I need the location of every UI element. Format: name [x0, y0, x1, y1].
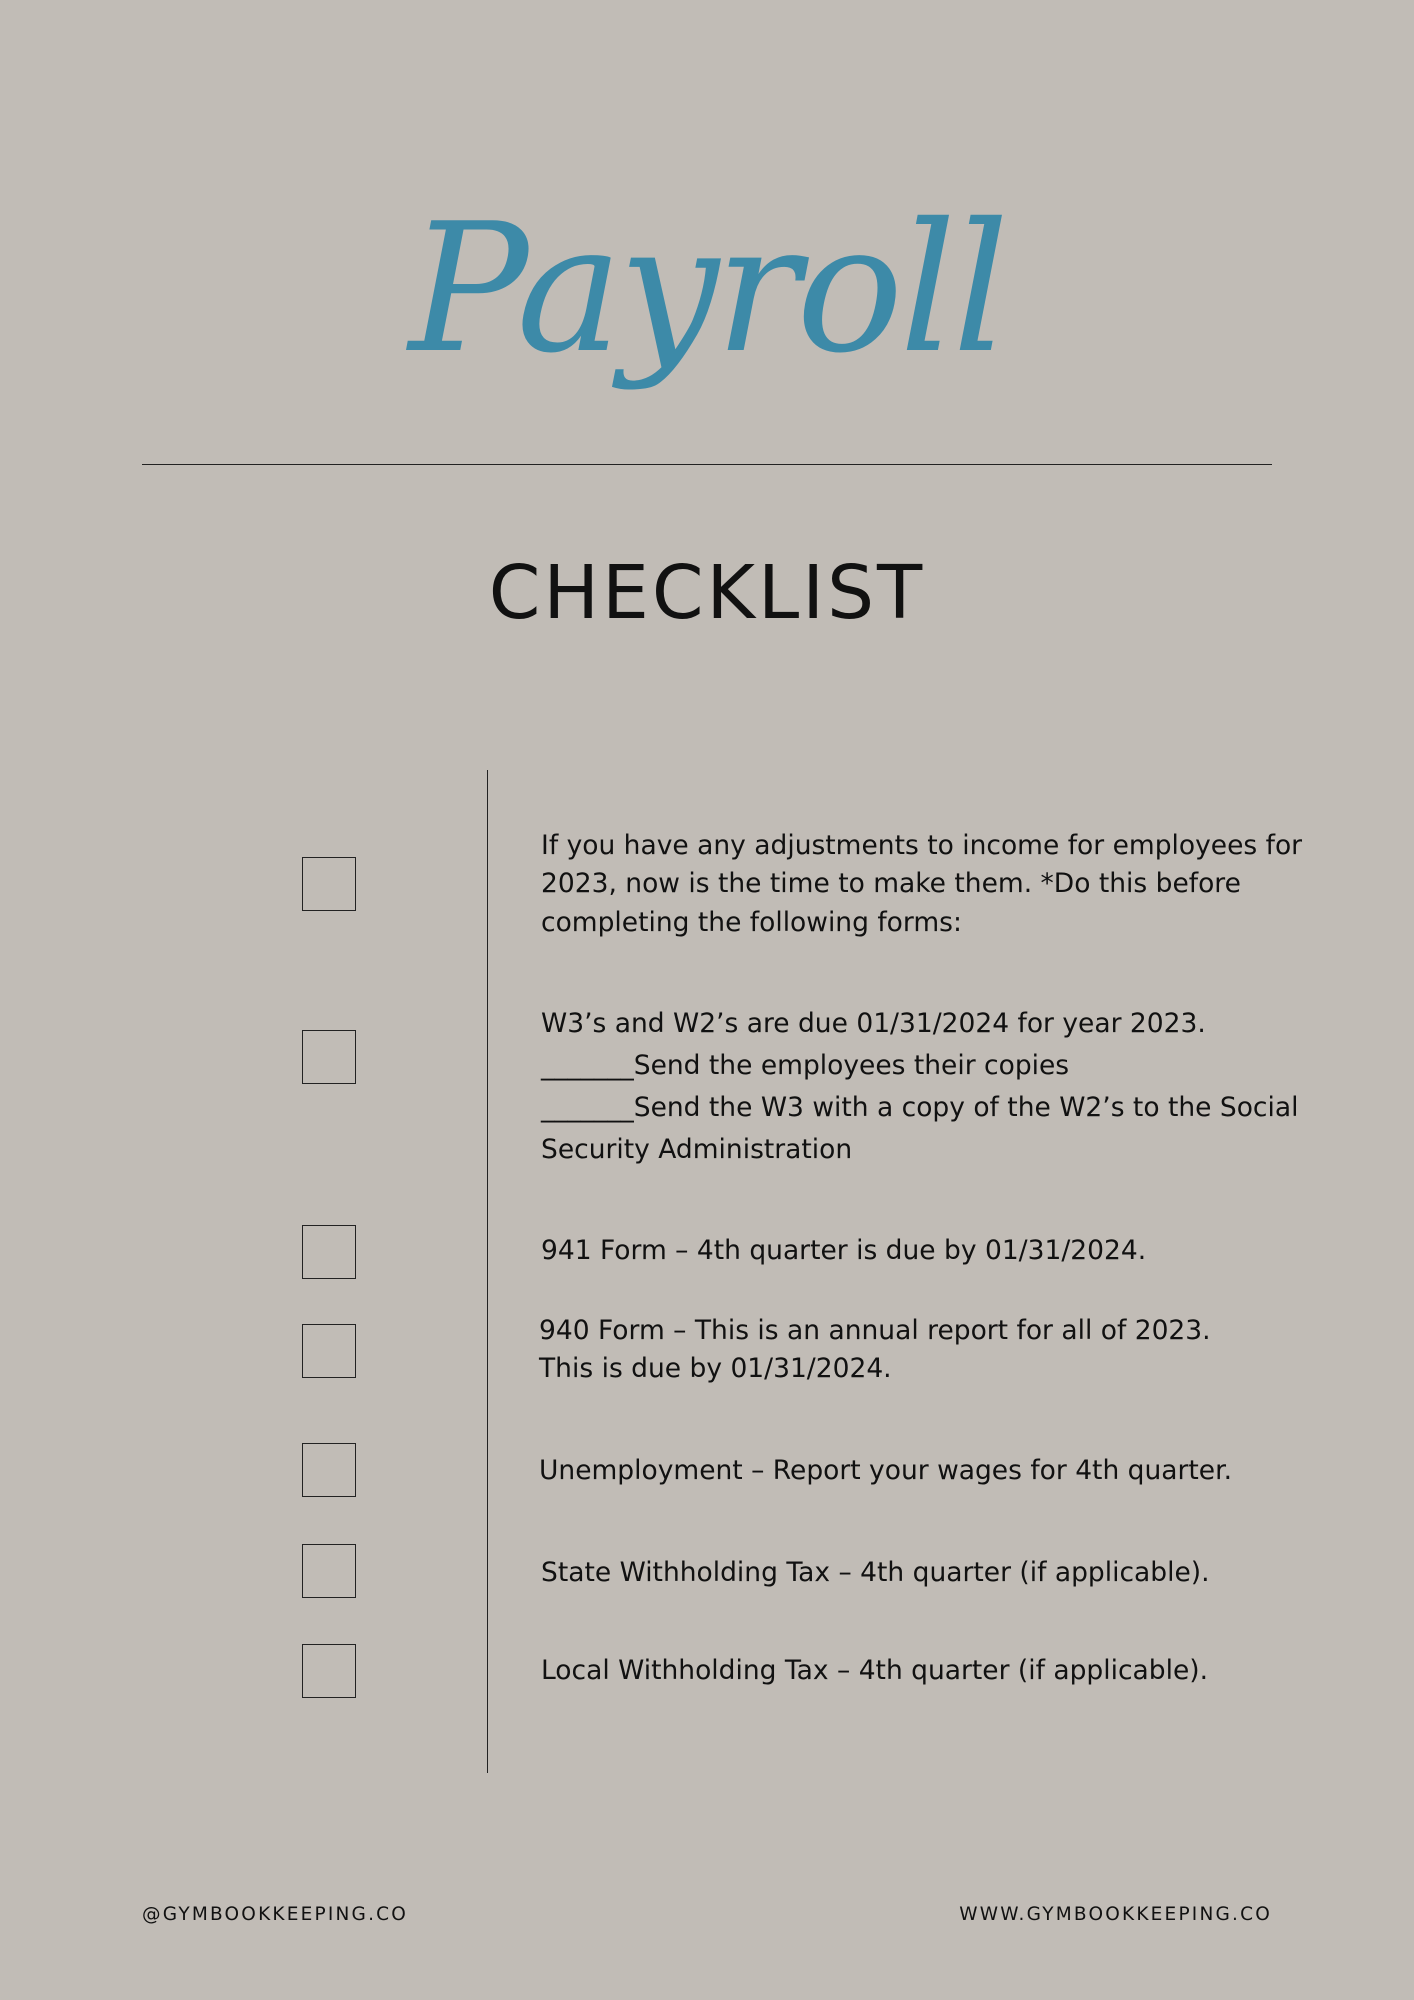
checklist-item-4-text [539, 1312, 1339, 1389]
checklist-item-7-line-1: Local Withholding Tax – 4th quarter (if applicable). [541, 1655, 1209, 1686]
checklist-item-1-line-1: If you have any adjustments to income for employees for [541, 830, 1303, 861]
checklist-item-2-text [541, 1003, 1341, 1171]
checklist-item-6-line-1: State Withholding Tax – 4th quarter (if applicable). [541, 1557, 1210, 1588]
checklist-item-5-line-1: Unemployment – Report your wages for 4th quarter. [539, 1455, 1232, 1486]
checklist-item-4-line-1: 940 Form – This is an annual report for all of 2023. [539, 1315, 1211, 1346]
checklist-item-2-line-1: W3’s and W2’s are due 01/31/2024 for year 2023. [541, 1008, 1206, 1039]
title-underline-rule [142, 464, 1272, 465]
checklist-item-2-line-4: Security Administration [541, 1134, 853, 1165]
checkbox-item-3[interactable] [302, 1225, 356, 1279]
checkbox-item-5[interactable] [302, 1443, 356, 1497]
checkbox-item-6[interactable] [302, 1544, 356, 1598]
checklist-item-4-line-2: This is due by 01/31/2024. [539, 1353, 892, 1385]
checklist-item-3-line-1: 941 Form – 4th quarter is due by 01/31/2024. [541, 1235, 1147, 1266]
checkbox-item-1[interactable] [302, 857, 356, 911]
checklist-item-1-line-2: 2023, now is the time to make them. *Do this before [541, 868, 1241, 900]
checklist-heading: CHECKLIST [488, 550, 926, 636]
checkbox-item-7[interactable] [302, 1644, 356, 1698]
checklist-item-2-line-3: _______Send the W3 with a copy of the W2’s to the Social [541, 1092, 1299, 1123]
checklist-item-6-text [541, 1554, 1341, 1592]
checklist-item-1-line-3: completing the following forms: [541, 906, 962, 938]
checklist-item-3-text [541, 1232, 1341, 1270]
checklist-item-7-text [541, 1652, 1341, 1690]
footer-social-handle: @GYMBOOKKEEPING.CO [142, 1904, 409, 1925]
footer-website-link[interactable]: WWW.GYMBOOKKEEPING.CO [959, 1904, 1272, 1925]
checklist-item-5-text [539, 1452, 1339, 1490]
checklist-item-1-text [541, 827, 1341, 942]
checkbox-item-2[interactable] [302, 1030, 356, 1084]
vertical-divider [487, 770, 488, 1773]
script-title-payroll: Payroll [408, 185, 1006, 392]
checkbox-item-4[interactable] [302, 1324, 356, 1378]
checklist-item-2-line-2: _______Send the employees their copies [541, 1050, 1070, 1081]
